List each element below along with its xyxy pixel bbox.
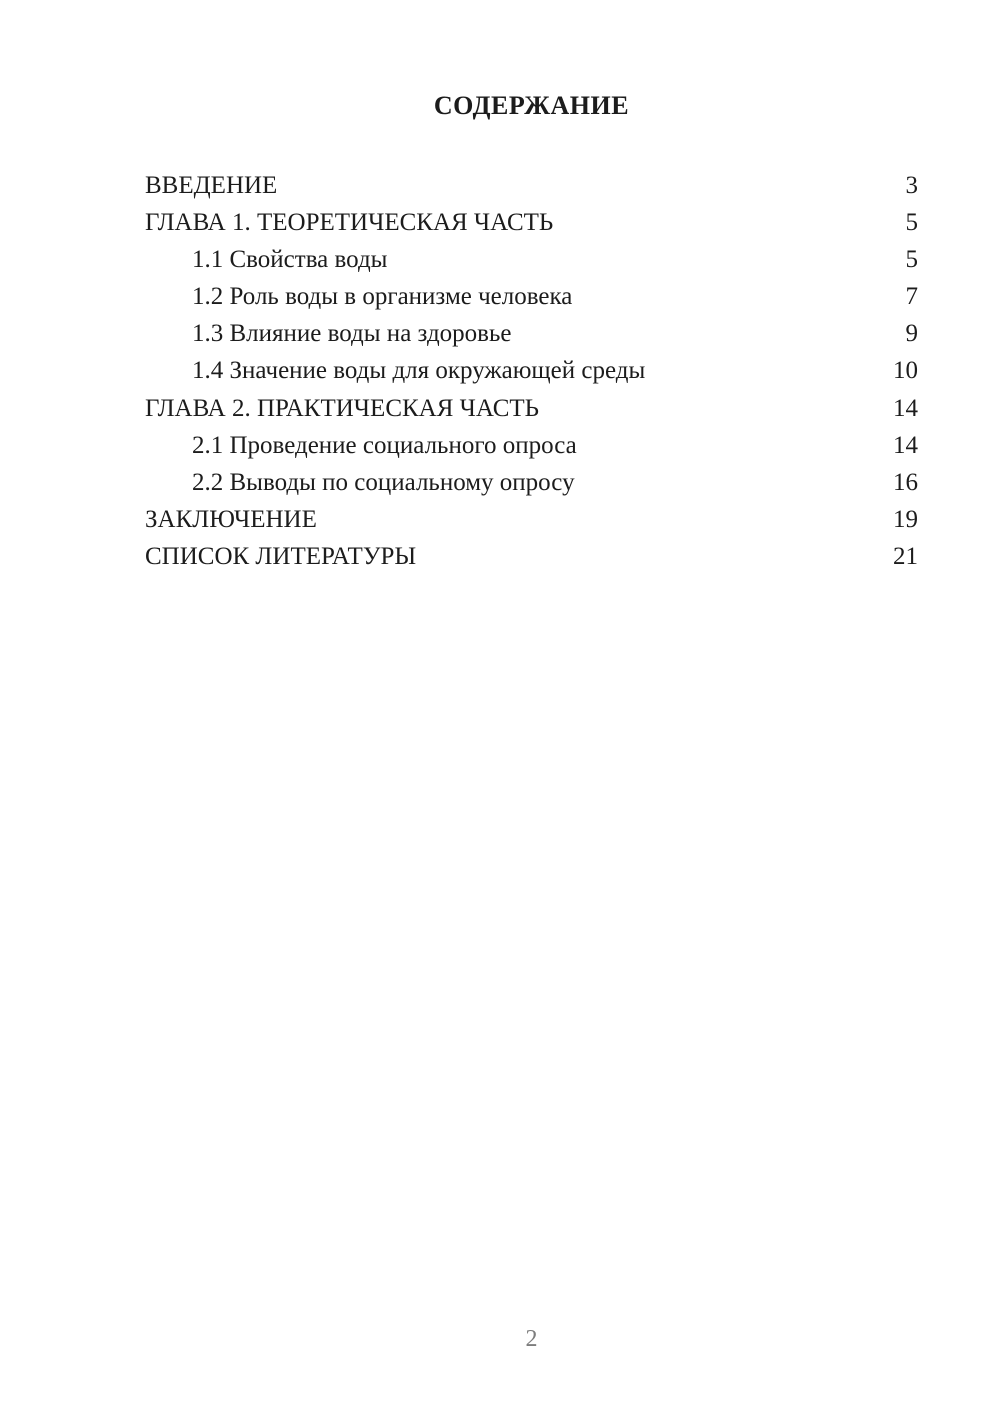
toc-entry-label: 2.2 Выводы по социальному опросу [192, 468, 575, 496]
footer-page-number: 2 [525, 1326, 538, 1352]
toc-entry [145, 204, 918, 241]
toc-entry-page: 10 [893, 357, 918, 385]
toc-entry-page: 16 [893, 468, 918, 496]
toc-entry-page: 5 [905, 209, 918, 237]
toc-entry [145, 538, 918, 575]
toc-entry-page: 5 [905, 246, 918, 274]
toc-entry [145, 241, 918, 278]
toc-entry-page: 9 [905, 320, 918, 348]
toc-entry [145, 315, 918, 352]
toc-entry [145, 352, 918, 389]
toc-entry-label: ВВЕДЕНИЕ [145, 172, 278, 199]
toc-entry-label: ГЛАВА 1. ТЕОРЕТИЧЕСКАЯ ЧАСТЬ [145, 209, 554, 237]
toc-entry-label: 1.2 Роль воды в организме человека [192, 283, 573, 311]
toc-entry [145, 464, 918, 501]
table-of-contents [145, 167, 918, 575]
toc-entry-label: СПИСОК ЛИТЕРАТУРЫ [145, 542, 417, 570]
toc-entry-label: 2.1 Проведение социального опроса [192, 431, 577, 459]
toc-entry-label: ГЛАВА 2. ПРАКТИЧЕСКАЯ ЧАСТЬ [145, 394, 540, 422]
toc-entry-page: 3 [905, 172, 918, 199]
page-title: СОДЕРЖАНИЕ [433, 91, 630, 120]
toc-entry-page: 14 [893, 431, 918, 459]
toc-entry-page: 7 [905, 283, 918, 311]
toc-entry-label: 1.3 Влияние воды на здоровье [192, 320, 512, 348]
toc-entry-page: 21 [893, 542, 918, 570]
toc-entry-page: 19 [893, 505, 918, 533]
toc-entry-label: ЗАКЛЮЧЕНИЕ [145, 505, 317, 533]
toc-entry-label: 1.4 Значение воды для окружающей среды [192, 357, 646, 385]
toc-entry [145, 390, 918, 427]
toc-entry [145, 427, 918, 464]
toc-entry [145, 167, 918, 204]
toc-entry [145, 278, 918, 315]
toc-entry-label: 1.1 Свойства воды [192, 246, 388, 274]
toc-entry-page: 14 [893, 394, 918, 422]
toc-entry [145, 501, 918, 538]
